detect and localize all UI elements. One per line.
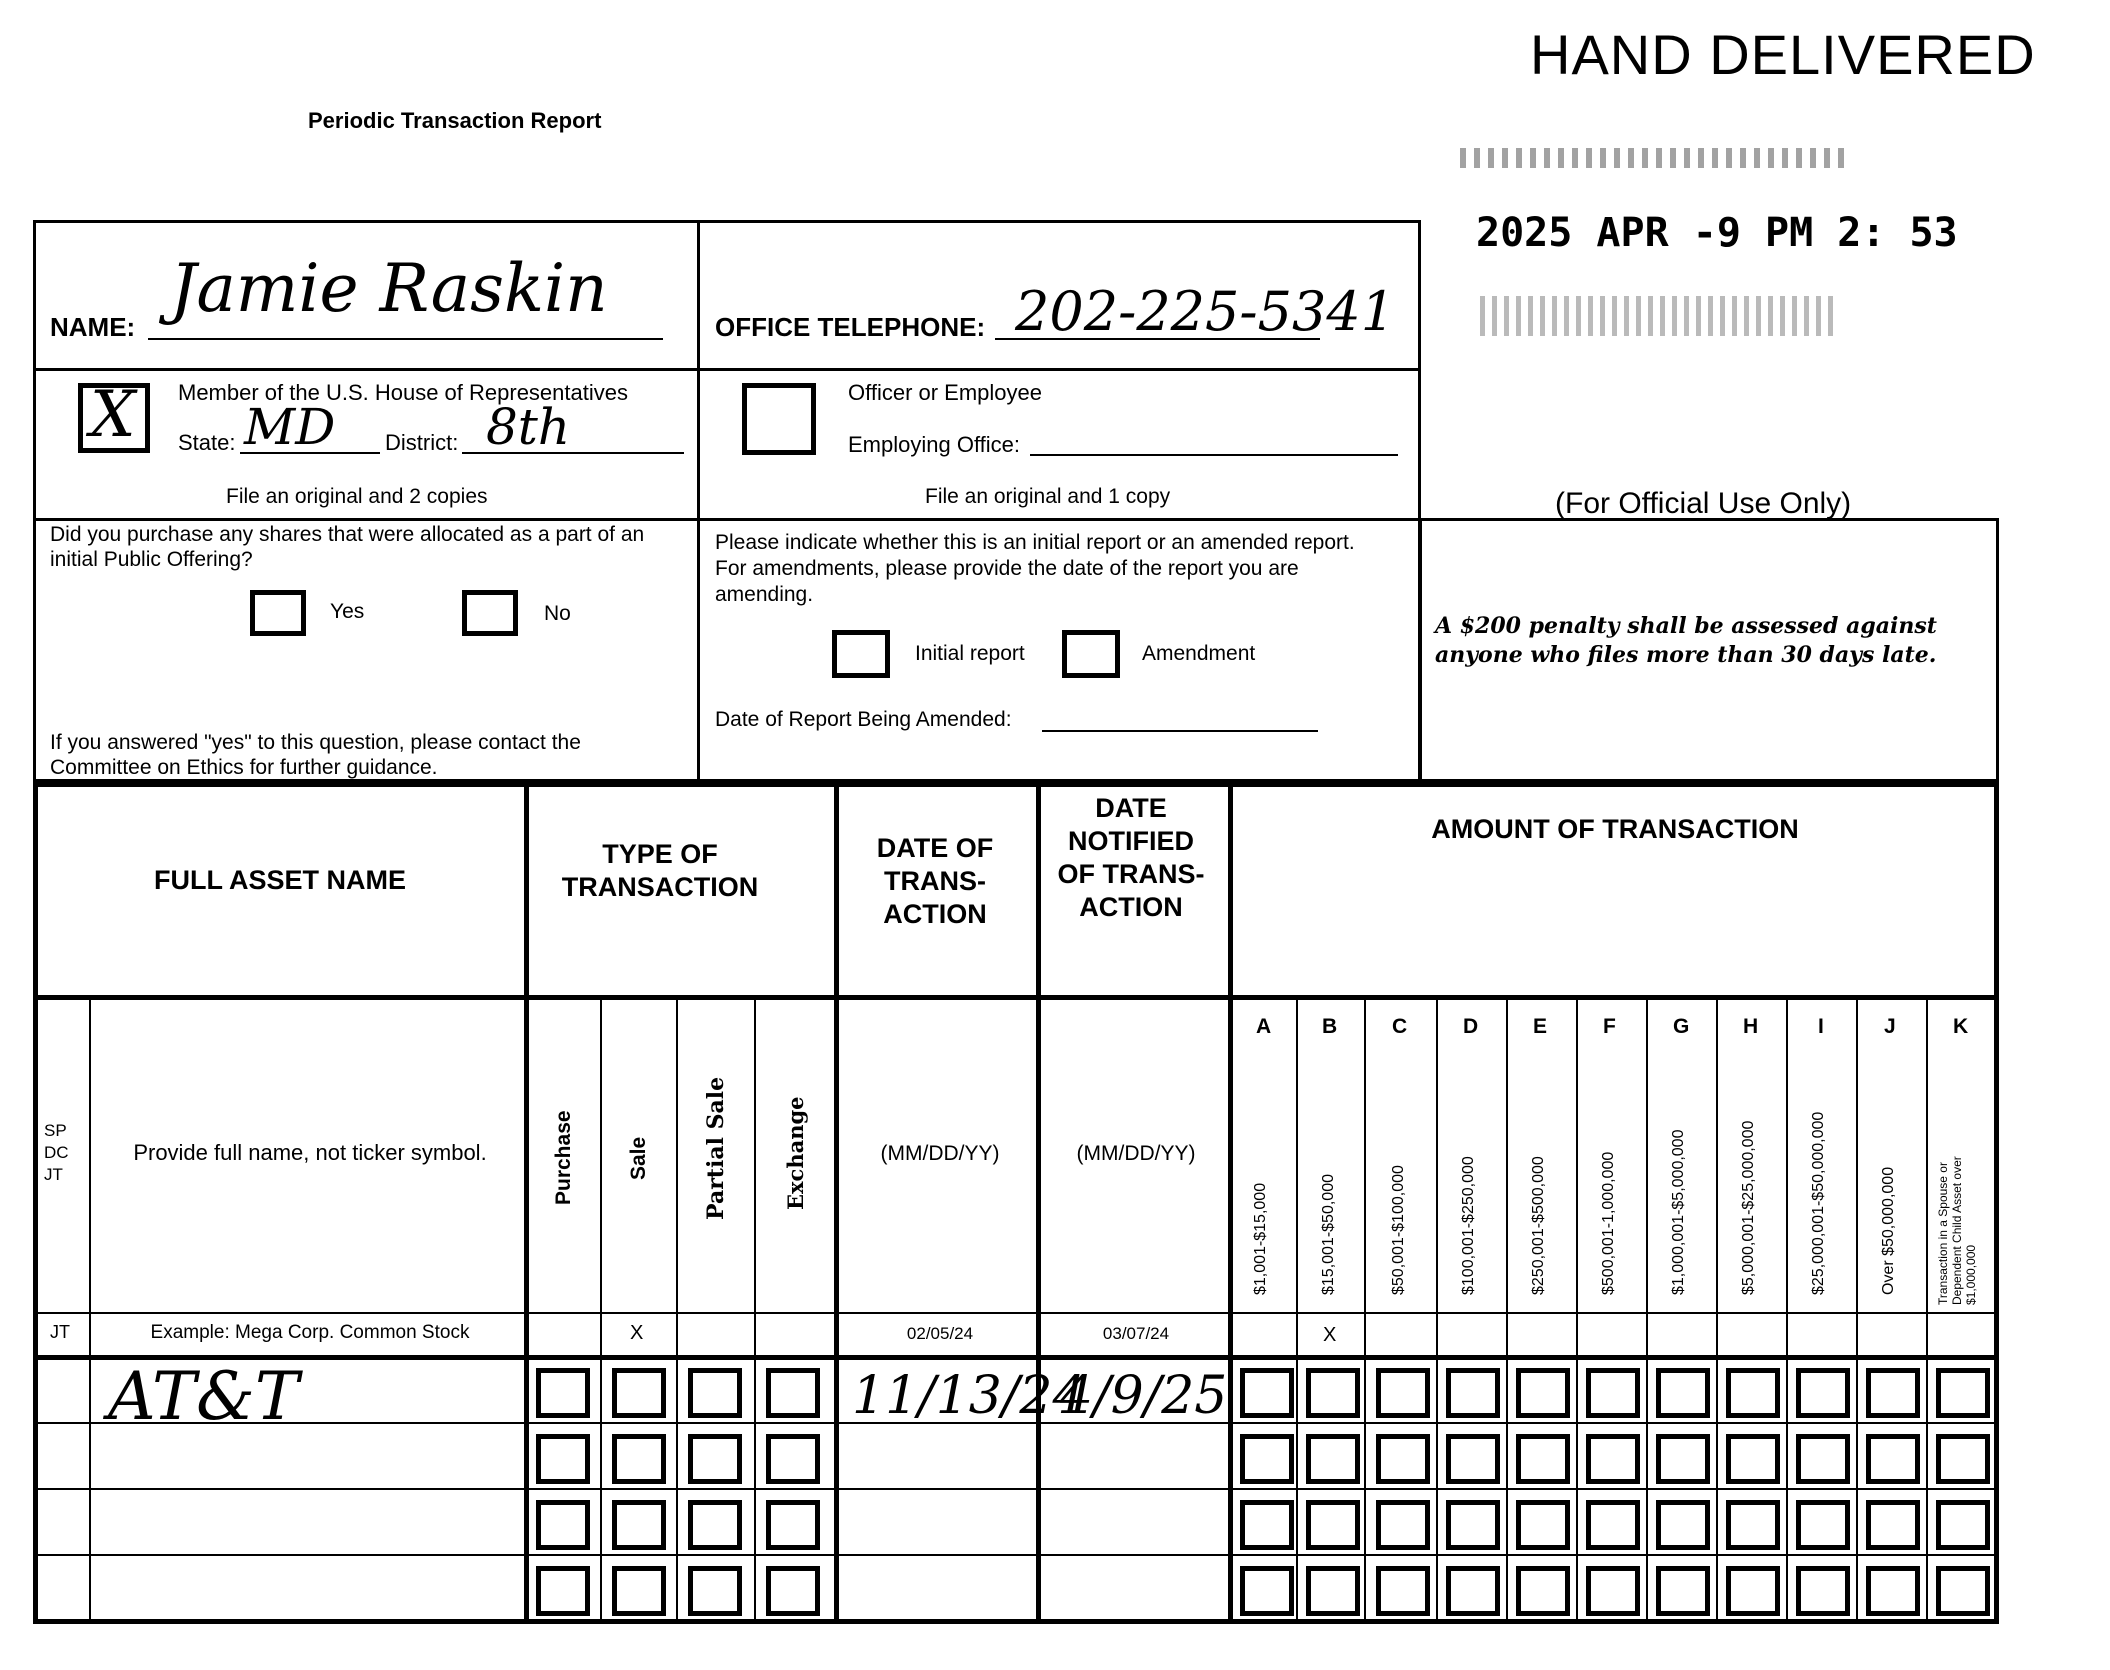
- officer-copies-note: File an original and 1 copy: [925, 485, 1171, 508]
- phone-label: OFFICE TELEPHONE:: [715, 312, 986, 342]
- amount-header: AMOUNT OF TRANSACTION: [1431, 814, 1799, 844]
- amount-checkbox[interactable]: [1796, 1500, 1850, 1550]
- amount-checkbox[interactable]: [1586, 1566, 1640, 1616]
- amount-checkbox[interactable]: [1446, 1566, 1500, 1616]
- divider: [1228, 782, 1233, 1624]
- amount-range-c: $50,001-$100,000: [1390, 1165, 1407, 1295]
- ipo-note: If you answered "yes" to this question, please contact the Committee on Ethics for further guidance.: [50, 731, 581, 779]
- divider: [1576, 995, 1578, 1624]
- amount-checkbox[interactable]: [1936, 1368, 1990, 1418]
- divider: [33, 1312, 1999, 1314]
- amount-checkbox[interactable]: [1656, 1368, 1710, 1418]
- divider: [1926, 995, 1928, 1624]
- name-line: [148, 338, 663, 340]
- amount-letter-i: I: [1818, 1015, 1824, 1038]
- officer-checkbox[interactable]: [742, 383, 816, 455]
- type-checkbox[interactable]: [536, 1500, 590, 1550]
- amount-range-f: $500,001-1,000,000: [1600, 1151, 1617, 1295]
- ipo-no-checkbox[interactable]: [462, 590, 518, 636]
- notified-subheader: (MM/DD/YY): [1076, 1142, 1196, 1165]
- amount-checkbox[interactable]: [1726, 1434, 1780, 1484]
- amount-checkbox[interactable]: [1726, 1500, 1780, 1550]
- partial-sale-col: Partial Sale: [703, 1076, 729, 1220]
- received-time-stamp: 2025 APR -9 PM 2: 53: [1476, 210, 1958, 256]
- amount-checkbox[interactable]: [1586, 1434, 1640, 1484]
- initial-report-checkbox[interactable]: [832, 630, 890, 678]
- amount-checkbox[interactable]: [1240, 1500, 1294, 1550]
- row1-notified[interactable]: 4/9/25: [1060, 1366, 1228, 1426]
- ipo-question: Did you purchase any shares that were allocated as a part of an initial Public Offering?: [50, 523, 645, 571]
- notified-header: DATE NOTIFIED OF TRANS-ACTION: [1057, 793, 1205, 922]
- official-use-label: (For Official Use Only): [1555, 487, 1852, 520]
- purchase-col: Purchase: [552, 1110, 575, 1205]
- amount-checkbox[interactable]: [1866, 1368, 1920, 1418]
- initial-report-label: Initial report: [915, 642, 1025, 665]
- amount-checkbox[interactable]: [1306, 1566, 1360, 1616]
- divider: [754, 995, 756, 1624]
- amount-checkbox[interactable]: [1866, 1500, 1920, 1550]
- asset-subheader: Provide full name, not ticker symbol.: [133, 1140, 487, 1165]
- amended-date-label: Date of Report Being Amended:: [715, 708, 1012, 731]
- type-checkbox[interactable]: [612, 1368, 666, 1418]
- date-subheader: (MM/DD/YY): [880, 1142, 1000, 1165]
- amount-range-k: Transaction in a Spouse or Dependent Child Asset over $1,000,000: [1936, 1156, 1978, 1305]
- amount-range-e: $250,001-$500,000: [1530, 1156, 1547, 1295]
- row1-date[interactable]: 11/13/24: [852, 1366, 1086, 1426]
- amount-checkbox[interactable]: [1376, 1434, 1430, 1484]
- example-type-mark: X: [630, 1322, 644, 1344]
- type-checkbox[interactable]: [766, 1566, 820, 1616]
- example-amount-mark: X: [1323, 1324, 1337, 1346]
- amount-checkbox[interactable]: [1866, 1566, 1920, 1616]
- type-checkbox[interactable]: [766, 1368, 820, 1418]
- example-asset: Example: Mega Corp. Common Stock: [150, 1322, 470, 1343]
- divider: [33, 1355, 1999, 1360]
- amount-checkbox[interactable]: [1240, 1368, 1294, 1418]
- stamp-smudge-bottom: [1480, 296, 1840, 336]
- amount-checkbox[interactable]: [1376, 1368, 1430, 1418]
- amount-checkbox[interactable]: [1796, 1368, 1850, 1418]
- divider: [1436, 995, 1438, 1624]
- amount-checkbox[interactable]: [1656, 1566, 1710, 1616]
- amount-checkbox[interactable]: [1516, 1434, 1570, 1484]
- phone-value: 202-225-5341: [1015, 280, 1396, 343]
- divider: [1786, 995, 1788, 1624]
- type-checkbox[interactable]: [536, 1566, 590, 1616]
- amount-checkbox[interactable]: [1586, 1368, 1640, 1418]
- employing-office-line[interactable]: [1030, 454, 1398, 456]
- penalty-notice: A $200 penalty shall be assessed against anyone who files more than 30 days late.: [1435, 613, 1937, 668]
- amount-checkbox[interactable]: [1240, 1566, 1294, 1616]
- form-title: Periodic Transaction Report: [308, 108, 602, 133]
- amount-checkbox[interactable]: [1376, 1500, 1430, 1550]
- divider: [33, 1554, 1999, 1556]
- member-copies-note: File an original and 2 copies: [226, 485, 488, 508]
- divider: [676, 995, 678, 1624]
- divider: [33, 1488, 1999, 1490]
- divider: [33, 995, 1999, 1000]
- name-label: NAME:: [50, 312, 136, 342]
- amount-checkbox[interactable]: [1516, 1500, 1570, 1550]
- type-checkbox[interactable]: [766, 1500, 820, 1550]
- divider: [89, 995, 91, 1624]
- divider: [1296, 995, 1298, 1624]
- date-header: DATE OF TRANS-ACTION: [876, 833, 994, 929]
- divider: [1646, 995, 1648, 1624]
- divider: [1716, 995, 1718, 1624]
- amended-date-line[interactable]: [1042, 730, 1318, 732]
- example-notified: 03/07/24: [1102, 1324, 1170, 1343]
- amount-checkbox[interactable]: [1936, 1566, 1990, 1616]
- state-label: State:: [178, 430, 236, 455]
- type-checkbox[interactable]: [688, 1566, 742, 1616]
- employing-office-label: Employing Office:: [848, 432, 1021, 457]
- amount-range-g: $1,000,001-$5,000,000: [1670, 1129, 1687, 1295]
- amount-checkbox[interactable]: [1796, 1434, 1850, 1484]
- member-check-mark: X: [90, 378, 136, 452]
- owner-subheader: SP DC JT: [44, 1121, 69, 1184]
- type-checkbox[interactable]: [612, 1566, 666, 1616]
- asset-header: FULL ASSET NAME: [153, 865, 406, 895]
- amount-letter-e: E: [1533, 1015, 1548, 1038]
- district-value: 8th: [486, 398, 571, 456]
- amount-checkbox[interactable]: [1446, 1434, 1500, 1484]
- type-checkbox[interactable]: [536, 1368, 590, 1418]
- amount-letter-a: A: [1256, 1015, 1272, 1038]
- amount-checkbox[interactable]: [1376, 1566, 1430, 1616]
- amount-checkbox[interactable]: [1516, 1368, 1570, 1418]
- amount-checkbox[interactable]: [1936, 1500, 1990, 1550]
- officer-label: Officer or Employee: [848, 380, 1043, 405]
- amount-range-b: $15,001-$50,000: [1320, 1174, 1337, 1295]
- divider: [1856, 995, 1858, 1624]
- ipo-no-label: No: [544, 602, 571, 625]
- type-header: TYPE OF TRANSACTION: [561, 839, 759, 902]
- amount-checkbox[interactable]: [1446, 1368, 1500, 1418]
- divider: [600, 995, 602, 1624]
- row1-asset[interactable]: AT&T: [108, 1358, 299, 1435]
- report-type-question: Please indicate whether this is an initial report or an amended report. For amendments, please provide the date of the report you are amending.: [715, 531, 1355, 606]
- amount-checkbox[interactable]: [1586, 1500, 1640, 1550]
- stamp-smudge-top: [1460, 148, 1850, 168]
- amendment-checkbox[interactable]: [1062, 630, 1120, 678]
- type-checkbox[interactable]: [612, 1434, 666, 1484]
- exchange-col: Exchange: [783, 1096, 808, 1210]
- divider: [1506, 995, 1508, 1624]
- type-checkbox[interactable]: [688, 1500, 742, 1550]
- divider: [697, 220, 700, 782]
- amount-checkbox[interactable]: [1726, 1368, 1780, 1418]
- amount-letter-g: G: [1673, 1015, 1690, 1038]
- type-checkbox[interactable]: [612, 1500, 666, 1550]
- amount-checkbox[interactable]: [1446, 1500, 1500, 1550]
- district-label: District:: [385, 430, 459, 455]
- amendment-label: Amendment: [1142, 642, 1256, 665]
- amount-letter-c: C: [1392, 1015, 1408, 1038]
- amount-checkbox[interactable]: [1516, 1566, 1570, 1616]
- amount-checkbox[interactable]: [1240, 1434, 1294, 1484]
- type-checkbox[interactable]: [766, 1434, 820, 1484]
- type-checkbox[interactable]: [536, 1434, 590, 1484]
- amount-range-a: $1,001-$15,000: [1252, 1182, 1269, 1295]
- amount-letter-h: H: [1743, 1015, 1759, 1038]
- amount-range-d: $100,001-$250,000: [1460, 1156, 1477, 1295]
- divider: [1036, 782, 1041, 1624]
- amount-letter-f: F: [1603, 1015, 1616, 1038]
- divider: [834, 782, 839, 1624]
- divider: [524, 782, 529, 1624]
- amount-checkbox[interactable]: [1306, 1500, 1360, 1550]
- amount-letter-k: K: [1953, 1015, 1969, 1038]
- amount-range-j: Over $50,000,000: [1880, 1166, 1897, 1295]
- sale-col: Sale: [627, 1136, 650, 1180]
- ipo-yes-checkbox[interactable]: [250, 590, 306, 636]
- state-value: MD: [244, 398, 336, 456]
- amount-checkbox[interactable]: [1656, 1500, 1710, 1550]
- example-date: 02/05/24: [906, 1324, 974, 1343]
- amount-checkbox[interactable]: [1306, 1368, 1360, 1418]
- amount-checkbox[interactable]: [1866, 1434, 1920, 1484]
- amount-checkbox[interactable]: [1306, 1434, 1360, 1484]
- amount-checkbox[interactable]: [1936, 1434, 1990, 1484]
- hand-delivered-stamp: HAND DELIVERED: [1530, 23, 2036, 86]
- amount-checkbox[interactable]: [1796, 1566, 1850, 1616]
- amount-range-h: $5,000,001-$25,000,000: [1740, 1120, 1757, 1295]
- type-checkbox[interactable]: [688, 1368, 742, 1418]
- amount-letter-b: B: [1322, 1015, 1338, 1038]
- divider: [1364, 995, 1366, 1624]
- amount-range-i: $25,000,001-$50,000,000: [1810, 1111, 1827, 1295]
- divider: [33, 368, 1421, 371]
- amount-checkbox[interactable]: [1656, 1434, 1710, 1484]
- amount-checkbox[interactable]: [1726, 1566, 1780, 1616]
- type-checkbox[interactable]: [688, 1434, 742, 1484]
- example-owner: JT: [50, 1322, 70, 1342]
- amount-letter-j: J: [1884, 1015, 1896, 1038]
- amount-letter-d: D: [1463, 1015, 1479, 1038]
- ipo-yes-label: Yes: [330, 600, 365, 623]
- member-label: Member of the U.S. House of Representatives: [178, 380, 628, 405]
- name-signature: Jamie Raskin: [170, 250, 608, 327]
